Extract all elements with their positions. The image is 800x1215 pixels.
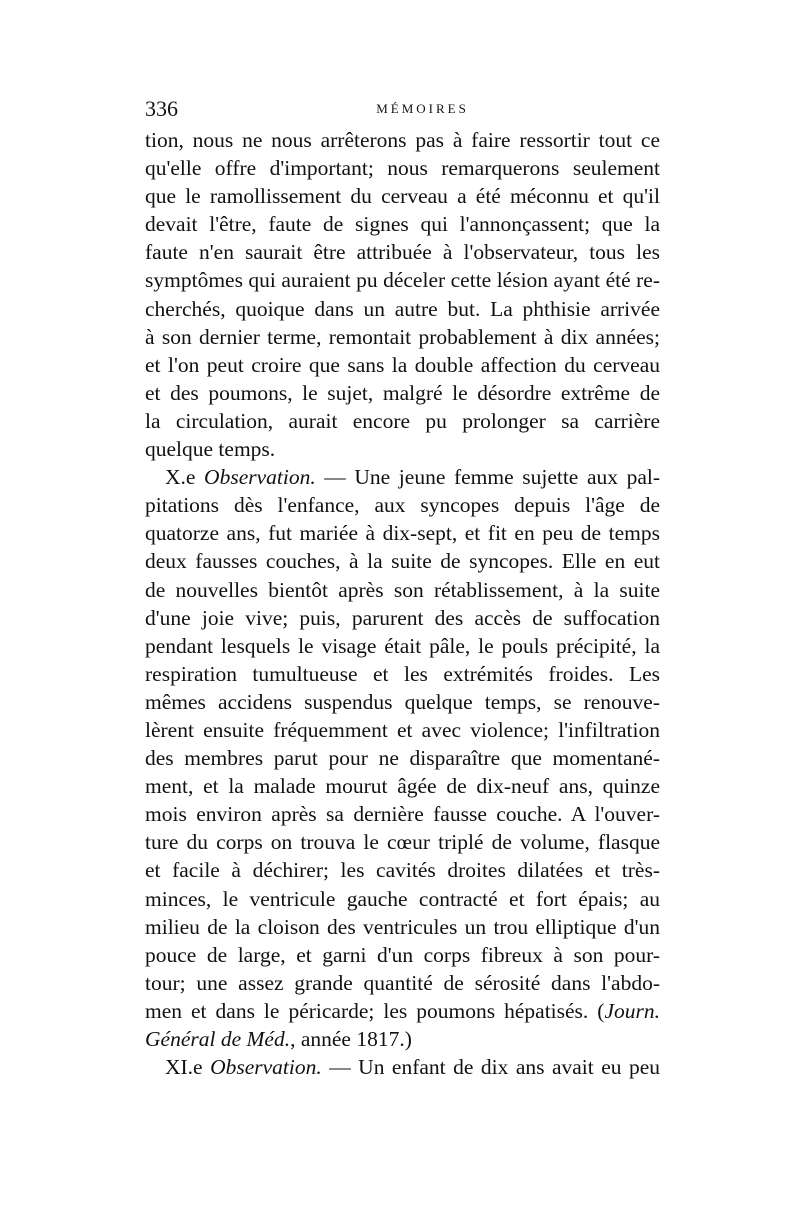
text-line: quatorze ans, fut mariée à dix-sept, et fit en peu de temps [145, 521, 660, 546]
text-line: symptômes qui auraient pu déceler cette lésion ayant été re- [145, 268, 660, 293]
citation-year: , année 1817.) [290, 1027, 412, 1051]
text-line: pendant lesquels le visage était pâle, le pouls précipité, la [145, 633, 660, 658]
observation-heading-xi [145, 1053, 660, 1081]
text-line: d'une joie vive; puis, parurent des accès de suffocation [145, 605, 660, 630]
text-line: lèrent ensuite fréquemment et avec violence; l'infiltration [145, 717, 660, 742]
text-line: quelque temps. [145, 437, 276, 462]
observation-number: X.e [165, 465, 205, 490]
text-line-with-citation [145, 997, 660, 1025]
page-number: 336 [145, 96, 178, 121]
text-line: et des poumons, le sujet, malgré le désordre extrême de [145, 380, 660, 405]
citation-journal: Journ. [604, 998, 660, 1023]
text-line: devait l'être, faute de signes qui l'annonçassent; que la [145, 212, 660, 237]
text-line: la circulation, aurait encore pu prolonger sa carrière [145, 408, 660, 433]
text-line: pouce de large, et garni d'un corps fibreux à son pour- [145, 942, 660, 967]
body-text [145, 126, 660, 1081]
text-line: mêmes accidens suspendus quelque temps, se renouve- [145, 689, 660, 714]
text-line: respiration tumultueuse et les extrémités froides. Les [145, 661, 660, 686]
text-segment: — Une jeune femme sujette aux pal- [315, 465, 660, 490]
text-line: ture du corps on trouva le cœur triplé de volume, flasque [145, 830, 660, 855]
page [145, 92, 660, 1081]
text-line: à son dernier terme, remontait probablement à dix années; [145, 324, 660, 349]
text-line: tour; une assez grande quantité de sérosité dans l'abdo- [145, 970, 660, 995]
observation-heading-x [145, 463, 660, 491]
observation-number: XI.e [165, 1055, 211, 1080]
text-line: et facile à déchirer; les cavités droites dilatées et très- [145, 858, 660, 883]
text-segment: — Un enfant de dix ans avait eu peu [321, 1055, 660, 1080]
text-line: cherchés, quoique dans un autre but. La phthisie arrivée [145, 296, 660, 321]
text-line-citation-end [145, 1025, 660, 1053]
text-line: deux fausses couches, à la suite de syncopes. Elle en eut [145, 549, 660, 574]
page-header [145, 92, 660, 126]
text-line: pitations dès l'enfance, aux syncopes depuis l'âge de [145, 493, 660, 518]
text-line: que le ramollissement du cerveau a été méconnu et qu'il [145, 184, 660, 209]
text-line: minces, le ventricule gauche contracté et fort épais; au [145, 886, 660, 911]
citation-journal-title: Général de Méd. [145, 1027, 291, 1051]
text-line: faute n'en saurait être attribuée à l'observateur, tous les [145, 240, 660, 265]
text-line: de nouvelles bientôt après son rétablissement, à la suite [145, 577, 660, 602]
text-segment: men et dans le péricarde; les poumons hépatisés. ( [145, 998, 605, 1023]
text-line: qu'elle offre d'important; nous remarquerons seulement [145, 156, 660, 181]
running-title: MÉMOIRES [376, 101, 469, 116]
text-line: tion, nous ne nous arrêterons pas à faire ressortir tout ce [145, 128, 660, 152]
observation-label: Observation. [210, 1055, 322, 1080]
observation-label: Observation. [204, 465, 316, 490]
text-line: milieu de la cloison des ventricules un trou elliptique d'un [145, 914, 660, 939]
text-line: des membres parut pour ne disparaître que momentané- [145, 746, 660, 771]
text-line: ment, et la malade mourut âgée de dix-neuf ans, quinze [145, 774, 660, 799]
text-line: mois environ après sa dernière fausse couche. A l'ouver- [145, 802, 660, 827]
text-line: et l'on peut croire que sans la double affection du cerveau [145, 352, 660, 377]
